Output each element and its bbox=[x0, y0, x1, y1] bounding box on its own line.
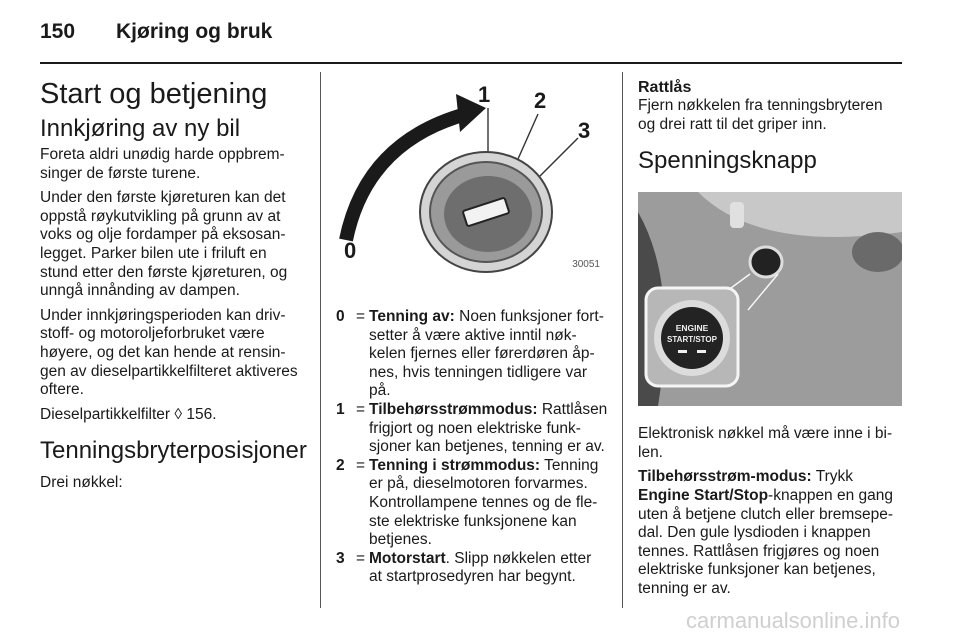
section-title: Start og betjening bbox=[40, 78, 268, 110]
text-press: Trykk bbox=[811, 468, 854, 486]
figure-number: 30051 bbox=[572, 259, 600, 270]
position-label-3: 3 bbox=[578, 118, 591, 143]
legend-term: Tenning i strømmodus: bbox=[369, 456, 541, 474]
heading-break-in: Innkjøring av ny bil bbox=[40, 115, 241, 142]
photo-stalk bbox=[730, 202, 744, 228]
paragraph-turn-key: Drei nøkkel: bbox=[40, 474, 123, 492]
button-led-right bbox=[697, 350, 706, 353]
chapter-title: Kjøring og bruk bbox=[116, 20, 273, 43]
heading-steering-lock: Rattlås bbox=[638, 79, 692, 96]
legend-key: 3 bbox=[336, 549, 345, 567]
dpf-page-link[interactable]: 156. bbox=[186, 405, 217, 423]
legend-description: . Slipp nøkkelen etter at startprosedyren har begynt. bbox=[369, 549, 592, 586]
position-label-0: 0 bbox=[344, 238, 357, 263]
button-led-left bbox=[678, 350, 687, 353]
legend-term: Motorstart bbox=[369, 549, 446, 567]
button-label-engine: ENGINE bbox=[675, 323, 709, 334]
legend-text bbox=[369, 308, 608, 401]
term-engine-start-stop: Engine Start/Stop bbox=[638, 486, 769, 504]
legend-term: Tenning av: bbox=[369, 308, 455, 325]
legend-equals: = bbox=[356, 400, 366, 418]
heading-ignition-positions: Tenningsbryterposisjoner bbox=[40, 437, 307, 465]
legend-equals: = bbox=[356, 549, 366, 567]
button-label-start-stop: START/STOP bbox=[667, 335, 717, 345]
column-divider-2 bbox=[622, 72, 623, 608]
heading-power-button: Spenningsknapp bbox=[638, 147, 817, 175]
legend-equals: = bbox=[356, 456, 366, 474]
paragraph-braking: Foreta aldri unødig harde oppbrem-singer de første turene. bbox=[40, 146, 285, 182]
position-label-2: 2 bbox=[534, 88, 547, 113]
legend-text bbox=[369, 457, 608, 550]
legend-description: Noen funksjoner fort-setter å være aktive inntil nøk-kelen fjernes eller førerdøren åp-nes, hvis tenningen tidligere var på. bbox=[369, 308, 604, 400]
paragraph-consumption: Under innkjøringsperioden kan driv-stoff- og motoroljeforbruket være høyere, og det kan hende at rensin-gen av dieselpartikkelfilteret aktiveres oftere. bbox=[40, 306, 298, 399]
column-right bbox=[638, 72, 904, 605]
column-divider-1 bbox=[320, 72, 321, 608]
photo-button-small bbox=[750, 247, 782, 277]
legend-key: 2 bbox=[336, 456, 345, 474]
paragraph-smoke: Under den første kjøreturen kan det oppstå røykutvikling på grunn av at voks og olje fordamper på eksosan-legget. Parker bilen ute i friluft en stund etter den første kjøreturen, og unngå innånding av dampen. bbox=[40, 189, 288, 300]
watermark: carmanualsonline.info bbox=[685, 608, 900, 633]
legend-row-1 bbox=[336, 401, 608, 457]
page-ref-arrow-icon: ◊ bbox=[174, 405, 183, 423]
photo-vent bbox=[852, 232, 902, 272]
column-middle bbox=[336, 72, 608, 587]
page-number: 150 bbox=[40, 20, 76, 43]
legend-row-2 bbox=[336, 457, 608, 550]
legend-key: 1 bbox=[336, 400, 345, 418]
paragraph-electronic-key: Elektronisk nøkkel må være inne i bi-len. bbox=[638, 425, 893, 461]
position-label-1: 1 bbox=[478, 82, 491, 107]
page-header bbox=[40, 14, 920, 58]
ignition-switch-figure bbox=[336, 72, 604, 286]
term-accessory-mode: Tilbehørsstrøm-modus: bbox=[638, 468, 812, 486]
dpf-label: Dieselpartikkelfilter bbox=[40, 405, 171, 423]
text-button-description: -knappen en gang uten å betjene clutch eller bremsepe-dal. Den gule lysdioden i knappen tennes. Rattlåsen frigjøres og noen elektriske funksjoner kan betjenes, tenning er av. bbox=[638, 486, 894, 597]
paragraph-accessory-mode bbox=[638, 468, 904, 598]
paragraph-dpf-reference bbox=[40, 406, 308, 425]
header-divider bbox=[40, 62, 902, 64]
legend-row-3 bbox=[336, 550, 608, 587]
legend-text bbox=[369, 550, 608, 587]
legend-row-0 bbox=[336, 308, 608, 401]
column-left bbox=[40, 72, 308, 499]
engine-start-stop-photo bbox=[638, 192, 902, 406]
legend-key: 0 bbox=[336, 308, 345, 325]
legend-equals: = bbox=[356, 308, 366, 325]
legend-description: Tenning er på, dieselmotoren forvarmes. Kontrollampene tennes og de fle-ste elektriske funksjonene kan betjenes. bbox=[369, 456, 599, 549]
position-legend bbox=[336, 308, 608, 587]
legend-description: Rattlåsen frigjort og noen elektriske funk-sjoner kan betjenes, tenning er av. bbox=[369, 400, 608, 456]
legend-term: Tilbehørsstrømmodus: bbox=[369, 400, 538, 418]
paragraph-steering-lock: Fjern nøkkelen fra tenningsbryteren og drei ratt til det griper inn. bbox=[638, 97, 883, 133]
legend-text bbox=[369, 401, 608, 457]
ignition-switch-illustration bbox=[336, 72, 604, 286]
